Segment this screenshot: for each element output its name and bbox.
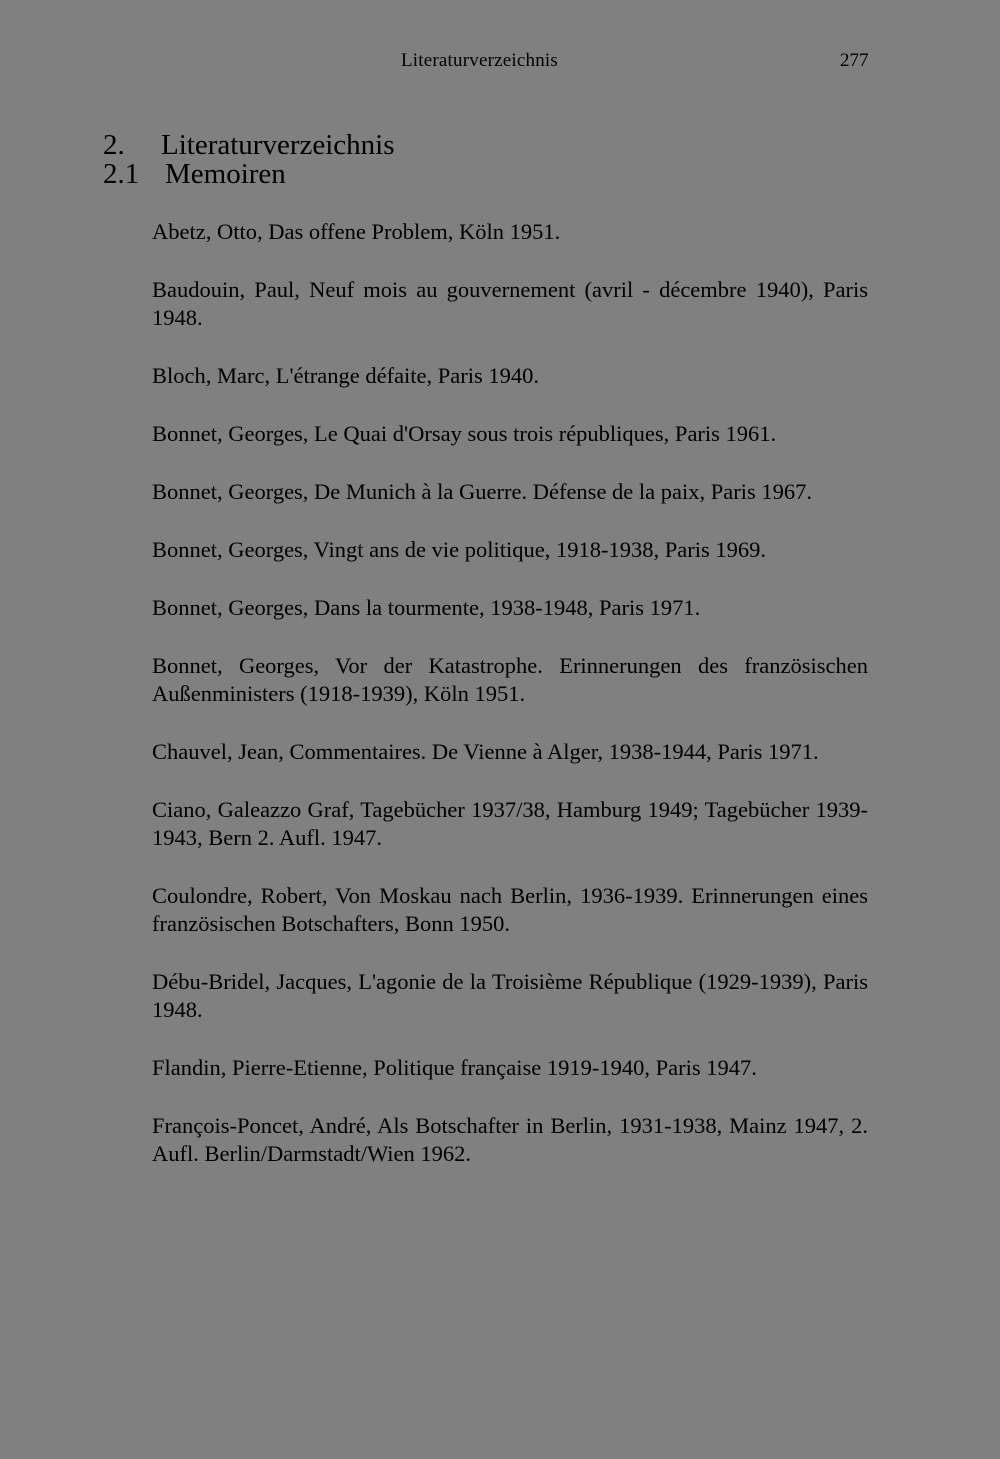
subsection-title: Memoiren	[165, 158, 286, 190]
bibliography-entry: Baudouin, Paul, Neuf mois au gouvernement (avril - décembre 1940), Paris 1948.	[152, 277, 868, 330]
bibliography-entry: Coulondre, Robert, Von Moskau nach Berlin, 1936-1939. Erinnerungen eines französischen Botschafters, Bonn 1950.	[152, 883, 868, 936]
running-header	[0, 50, 1000, 74]
bibliography-entry: Bloch, Marc, L'étrange défaite, Paris 1940.	[152, 363, 540, 388]
subsection-heading	[103, 159, 286, 189]
bibliography-entry: Débu-Bridel, Jacques, L'agonie de la Troisième République (1929-1939), Paris 1948.	[152, 969, 868, 1022]
bibliography-entry: Ciano, Galeazzo Graf, Tagebücher 1937/38, Hamburg 1949; Tagebücher 1939-1943, Bern 2. Aufl. 1947.	[152, 797, 868, 850]
section-heading	[103, 130, 395, 160]
bibliography-entry: Chauvel, Jean, Commentaires. De Vienne à Alger, 1938-1944, Paris 1971.	[152, 739, 819, 764]
section-title: Literaturverzeichnis	[161, 129, 395, 161]
page-number: 277	[840, 50, 869, 71]
subsection-number: 2.1	[103, 158, 140, 190]
running-title: Literaturverzeichnis	[401, 50, 558, 71]
bibliography-entry: Bonnet, Georges, Dans la tourmente, 1938-1948, Paris 1971.	[152, 595, 701, 620]
bibliography-list	[152, 218, 868, 1198]
bibliography-entry: Bonnet, Georges, Vingt ans de vie politique, 1918-1938, Paris 1969.	[152, 537, 767, 562]
bibliography-entry: François-Poncet, André, Als Botschafter in Berlin, 1931-1938, Mainz 1947, 2. Aufl. Berlin/Darmstadt/Wien 1962.	[152, 1113, 868, 1166]
bibliography-entry: Abetz, Otto, Das offene Problem, Köln 1951.	[152, 219, 561, 244]
bibliography-entry: Bonnet, Georges, Vor der Katastrophe. Erinnerungen des französischen Außenministers (1918-1939), Köln 1951.	[152, 653, 868, 706]
bibliography-entry: Flandin, Pierre-Etienne, Politique française 1919-1940, Paris 1947.	[152, 1055, 757, 1080]
section-number: 2.	[103, 129, 125, 161]
bibliography-entry: Bonnet, Georges, Le Quai d'Orsay sous trois républiques, Paris 1961.	[152, 421, 777, 446]
bibliography-entry: Bonnet, Georges, De Munich à la Guerre. Défense de la paix, Paris 1967.	[152, 479, 813, 504]
